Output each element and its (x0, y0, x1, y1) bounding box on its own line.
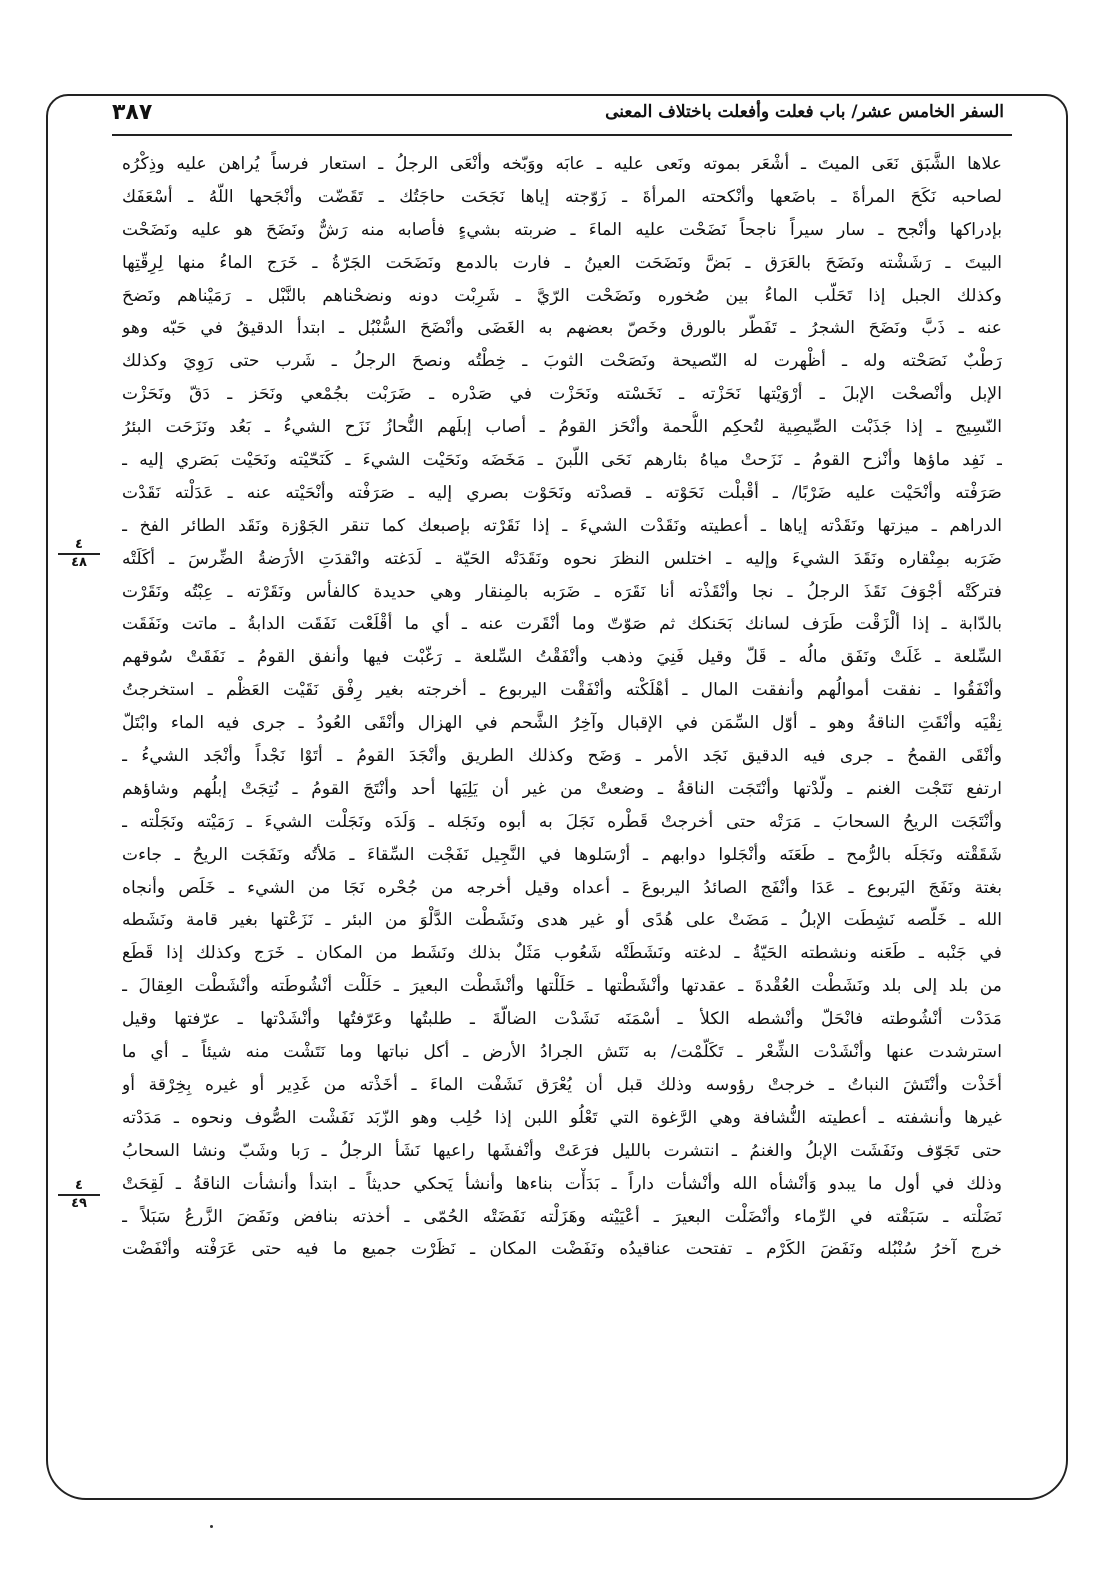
text-line: ضَرَبه بمِنْقاره ونَقَدَ الشيءَ وإليه ـ اختلس النظرَ نحوه ونَقَدَتْه الحَيّة ـ لَدَغته وانْقدَتِ الأرَضةُ الضِّرسَ ـ أكَلَتْه (122, 548, 1002, 569)
text-line: الله ـ خَلّصه نَشِطَت الإبلُ ـ مَضَتْ على هُدًى أو غير هدى ونَشَطْت الدَّلْوَ من البئر ـ نَزَعْتها بغير قامة ونَشَطه (122, 910, 1002, 931)
text-line: علاها الشَّبَق نَعَى الميتَ ـ أشْعَر بموته ونَعى عليه ـ عابَه ووَبّخه وأنْعَى الرجلُ ـ استعار فرساً يُراهن عليه وذِكْرُه (122, 154, 1002, 174)
text-line: الإبل وأنْصحْت الإبلَ ـ أرْوَيْتها نَحَزْته ـ نَخَسْته ونَحَزْت في صَدْره ـ ضَرَبْت بجُمْعي ونَحَز ـ دَقّ ونَحَزْت (122, 384, 1002, 405)
text-line: البيتَ ـ رَشَشْته ونَضَحَ بالعَرَق ـ بَضَّ ونَضَحَت العينُ ـ فارت بالدمع ونَضَحَت الجَرّةُ ـ خَرَج الماءُ منها لِرِقّتِها (122, 252, 1002, 273)
text-line: النّسِيج ـ إذا جَذَبْت الصِّيصِية لتُحكِم اللُّحمة وأنْحَز القومُ ـ أصاب إبلَهم النُّحازُ نَزَح الشيءُ ـ بَعُد ونَزَحَت البئرُ (122, 417, 1002, 438)
text-line: حتى تَجَوّف ونَفَشَت الإبلُ والغنمُ ـ انتشرت بالليل فرَعَتْ وأنْفشَها راعيها نَشَأ الرجلُ ـ رَبا وشَبّ ونشا السحابُ (122, 1140, 1002, 1161)
page-number: ٣٨٧ (112, 99, 153, 125)
text-line: نَضَلْته ـ سَبَقْته في الرِّماء وأنْضَلْت البعيرَ ـ أعْيَيْته وهَزَلْته نَفَضَتْه الحُمّى ـ أخذته بنافض ونَفَضَ الزَّرعُ سَبَلاً ـ (122, 1206, 1002, 1227)
page-header (112, 96, 1004, 128)
text-line: عنه ـ ذَبَّ ونَضَحَ الشجرُ ـ تَفَطّر بالورق وخَصّ بعضهم به الغَضَى وأنْضَحَ السُّنْبُل ـ ابتدأ الدقيقُ في حَبّه وهو (122, 318, 1002, 339)
body-text (122, 148, 1002, 1299)
margin-ref-denominator: ٤٩ (71, 1196, 87, 1211)
text-line: صَرَفْته وأنْحَيْت عليه ضَرْبًا/ ـ أقْبلْت نَحَوْته ـ قصدْته ونَحَوْت بصري إليه ـ صَرَفْته وأنْحَيْته عنه ـ عَدَلْته نَقَدْت (122, 482, 1002, 503)
text-line: فتركَتْه أجْوَفَ نَقَذَ الرجلُ ـ نجا وأنْقَذْته أنا نَقَرَه ـ ضَرَبه بالمِنقار وهي حديدة كالفأس ونَقَرْته ـ عِبْتُه ونَقَرْت (122, 581, 1002, 602)
text-line: وأنْتَجَت الريحُ السحابَ ـ مَرَتْه حتى أخرجتْ قَطْره نَجَلَ به أبوه ونَجَله ـ وَلَدَه ونَجَلْت الشيءَ ـ رَمَيْته ونَجَلْته ـ (122, 811, 1002, 832)
text-line: استرشدت عنها وأنْشَدْت الشِّعْر ـ تَكَلّمْت/ به نَتَش الجرادُ الأرض ـ أكل نباتها وما نَتَشْت منه شيئاً ـ أي ما (122, 1042, 1002, 1063)
text-line: بغتة ونَفَجَ اليَربوع ـ عَدَا وأنْفَج الصائدُ اليربوعَ ـ أعداه وقيل أخرجه من جُحْره نَجَا من الشيء ـ خَلَص وأنجاه (122, 877, 1002, 898)
text-line: مَدَدْت أنْشُوطته فانْحَلّ وأنْشطه الكلأ ـ أسْمَنَه نَشَدْت الضالّةَ ـ طلبتُها وعَرّفتُها وأنْشَدْتها ـ عرّفتها وقيل (122, 1009, 1002, 1030)
margin-reference (58, 1179, 100, 1211)
text-line: ارتفع نَتَجْت الغنم ـ ولّدْتها وأنْتَجَت الناقةُ ـ وضعتْ من غير أن يَلِيَها أحد وأنْتَجَ القومُ ـ نُتِجَتْ إبلُهم وشاؤهم (122, 778, 1002, 799)
text-line: غيرها وأنشفته ـ أعطيته النُّشافة وهي الرَّغوة التي تَعْلُو اللبن إذا حُلِب وهو الزّبَد نَفَشْت الصُّوف ونحوه ـ مَدَدْته (122, 1107, 1002, 1128)
text-line: السِّلعة ـ غَلَتْ ونَفَق مالُه ـ قَلّ وقيل فَنِيَ وذهب وأنْفَقْتُ السِّلعة ـ رَغّبْت فيها وأنفق القومُ ـ نَفَقَتْ سُوقهم (122, 647, 1002, 668)
header-rule (112, 134, 1012, 136)
text-line: من بلد إلى بلد ونَشَطْت العُقْدةَ ـ عقدتها وأنْشَطْتها ـ حَلَلْتها وأنْشَطْت البعيرَ ـ حَلَلْت أنْشُوطَته وأنْشَطْت العِقالَ ـ (122, 976, 1002, 997)
text-line: لصاحبه نَكَحَ المرأةَ ـ باضَعها وأنْكحته المرأةَ ـ زَوّجته إياها نَجَحَت حاجَتُك ـ تَقَضّت وأنْجَحها اللّهُ ـ أسْعَفَك (122, 186, 1002, 207)
text-line: في جَنْبه ـ طَعَنه ونشطته الحَيّةُ ـ لدغته ونَشَطَتْه شَعُوب مَثَلٌ بذلك ونَشَط من المكان ـ خَرَج وكذلك إذا قَطَع (122, 943, 1002, 964)
text-line: ـ نَفِد ماؤها وأنْزح القومُ ـ نَزَحتْ مياهُ بئارهم نَحَى اللّبنَ ـ مَخَضَه ونَحَيْت الشيءَ ـ كَنَحّيْته ونَحَيْت بَصَري إليه ـ (122, 450, 1002, 471)
text-line: وأنْفَقُوا ـ نفقت أموالُهم وأنفقت المال ـ أهْلَكْته وأنْفَقْت اليربوع ـ أخرجته بغير رِفْق نَقَيْت العَظْم ـ استخرجتُ (122, 680, 1002, 701)
text-line (122, 1266, 1002, 1299)
margin-ref-numerator: ٤ (58, 1179, 100, 1196)
text-line: رَطْبٌ نَصَحْته وله ـ أظْهرت له النّصيحة ونَصَحْت الثوبَ ـ خِطْتُه ونصحَ الرجلُ ـ شَرب حتى رَوِيَ وكذلك (122, 351, 1002, 372)
margin-ref-numerator: ٤ (58, 538, 100, 555)
text-line: شَقَقْته ونَجَلَه بالرُّمح ـ طَعَنَه وأنْجَلوا دوابهم ـ أرْسَلوها في النَّجِيل نَفَجْت السِّقاءَ ـ مَلأتُه ونَفَجَت الريحُ ـ جاءت (122, 844, 1002, 865)
text-line: نِقْيَه وأنْقَتِ الناقةُ وهو ـ أوّل السِّمَن في الإقبال وآخِرُ الشَّحم في الهزال وأنْقَى العُودُ ـ جرى فيه الماء وابْتَلّ (122, 713, 1002, 734)
text-line: بإدراكها وأنْجح ـ سار سيراً ناجحاً نَضَحْت عليه الماءَ ـ ضربته بشيءٍ فأصابه منه رَشٌّ ونَضَحَ هو عليه ونَضَحْت (122, 219, 1002, 240)
text-line: بالدّابة ـ إذا ألْزَقْت طَرَف لسانك بَحَنكك ثم صَوّتّ وما أنْقَرت عنه ـ أي ما أقْلَعْت نَفَقَت الدابةُ ـ ماتت ونَفَقَت (122, 614, 1002, 635)
text-line: أخَذْت وأنْتَشَ النباتُ ـ خرجتْ رؤوسه وذلك قبل أن يُعْرَق نَشَفْت الماءَ ـ أخَذْته من غَدِير أو غيره بِخِرْقة أو (122, 1074, 1002, 1095)
text-line: وذلك في أول ما يبدو وَأنْشأه الله وأنْشأت داراً ـ بَدَأْت بناءها وأنشأ يَحكي حديثاً ـ ابتدأ وأنشأت الناقةُ ـ لَقِحَتْ (122, 1173, 1002, 1194)
text-line: خرج آخرُ سُنْبُله ونَفَضَ الكَرْم ـ تفتحت عناقيدُه ونَفَضْت المكان ـ نَظَرْت جميع ما فيه حتى عَرَفْته وأنْفَضْت (122, 1239, 1002, 1260)
scan-speck (210, 1525, 213, 1528)
text-line: وكذلك الجبل إذا تَحَلّب الماءُ بين صُخوره ونَضَحْت الرّيَّ ـ شَرِبْت دونه ونضحْناهم بالنَّبْل ـ رَمَيْناهم ونَضحَ (122, 285, 1002, 306)
text-line: وأنْقَى القمحُ ـ جرى فيه الدقيق نَجَد الأمر ـ وَضَح وكذلك الطريق وأنْجَدَ القومُ ـ أتَوْا نَجْداً وأنْجَد الشيءُ ـ (122, 746, 1002, 767)
margin-reference (58, 538, 100, 570)
running-title: السفر الخامس عشر/ باب فعلت وأفعلت باختلاف المعنى (605, 102, 1004, 122)
text-line: الدراهم ـ ميزتها ونَقَدْته إياها ـ أعطيته ونَقَدْت الشيءَ ـ إذا نَقَرْته بإصبعك كما تنقر الجَوْزة ونَقَد الطائر الفخ ـ (122, 515, 1002, 536)
margin-ref-denominator: ٤٨ (71, 555, 87, 570)
